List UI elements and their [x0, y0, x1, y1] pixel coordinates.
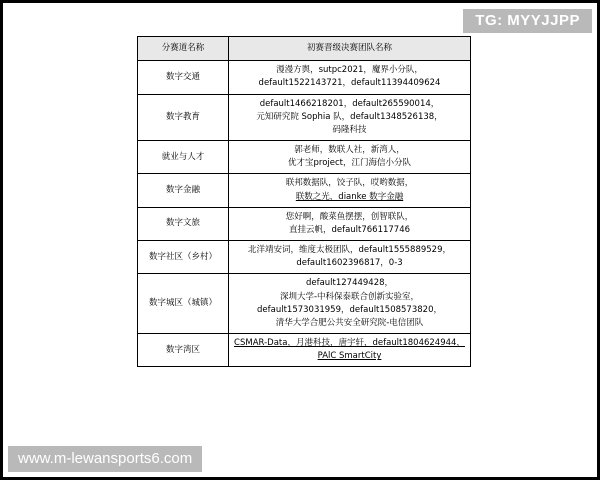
team-line: 元知研究院 Sophia 队，default1348526138，	[256, 111, 443, 122]
team-line: 优才宝project，江门海信小分队	[287, 158, 411, 169]
track-name: 数字湾区	[138, 334, 229, 367]
team-list	[229, 207, 471, 240]
column-header-track: 分赛道名称	[138, 37, 229, 61]
team-list	[229, 334, 471, 367]
telegram-watermark: TG: MYYJJPP	[463, 9, 592, 33]
finalists-table	[137, 36, 471, 367]
track-name: 数字金融	[138, 174, 229, 207]
team-line: 码隆科技	[332, 124, 367, 135]
team-line: 郭老师，数联人社，新湾人，	[294, 145, 405, 156]
table-row	[138, 61, 471, 94]
team-line: CSMAR-Data，月港科技，唐宇轩，default1804624944，	[234, 338, 465, 349]
team-line: PAlC SmartCity	[317, 351, 382, 362]
track-name: 数字城区（城镇）	[138, 274, 229, 334]
team-line: default1602396817，0-3	[296, 258, 403, 269]
table-row	[138, 94, 471, 141]
team-line: 深圳大学-中科保泰联合创新实验室，	[279, 291, 420, 302]
team-line: default1466218201，default265590014，	[259, 98, 440, 109]
team-line: 您好啊，酸菜鱼摆摆，创智联队，	[285, 211, 414, 222]
track-name: 数字交通	[138, 61, 229, 94]
track-name: 数字社区（乡村）	[138, 241, 229, 274]
table-row	[138, 274, 471, 334]
table-row	[138, 174, 471, 207]
team-line: default1522143721，default11394409624	[258, 78, 441, 89]
team-line: default127449428，	[305, 278, 394, 289]
team-list	[229, 141, 471, 174]
team-list	[229, 274, 471, 334]
team-line: 联数之光，dianke 数字金融	[295, 191, 404, 202]
team-line: 联邦数据队，饺子队，哎哟数据，	[285, 178, 414, 189]
table-row	[138, 241, 471, 274]
table-row	[138, 141, 471, 174]
team-list	[229, 61, 471, 94]
team-list	[229, 174, 471, 207]
team-line: 清华大学合肥公共安全研究院-电信团队	[275, 317, 424, 328]
column-header-teams: 初赛晋级决赛团队名称	[229, 37, 471, 61]
table-row	[138, 334, 471, 367]
team-line: default1573031959，default1508573820，	[257, 304, 442, 315]
site-watermark: www.m-lewansports6.com	[8, 446, 202, 472]
track-name: 数字文旅	[138, 207, 229, 240]
track-name: 就业与人才	[138, 141, 229, 174]
finalists-table-wrapper	[137, 36, 470, 367]
team-line: 直挂云帆，default766117746	[288, 224, 411, 235]
team-line: 北洋靖安词，维度太极团队，default1555889529，	[248, 245, 451, 256]
table-row	[138, 207, 471, 240]
team-list	[229, 94, 471, 141]
track-name: 数字教育	[138, 94, 229, 141]
table-header-row	[138, 37, 471, 61]
team-list	[229, 241, 471, 274]
team-line: 漫漫方舆，sutpc2021，魔界小分队，	[276, 65, 423, 76]
